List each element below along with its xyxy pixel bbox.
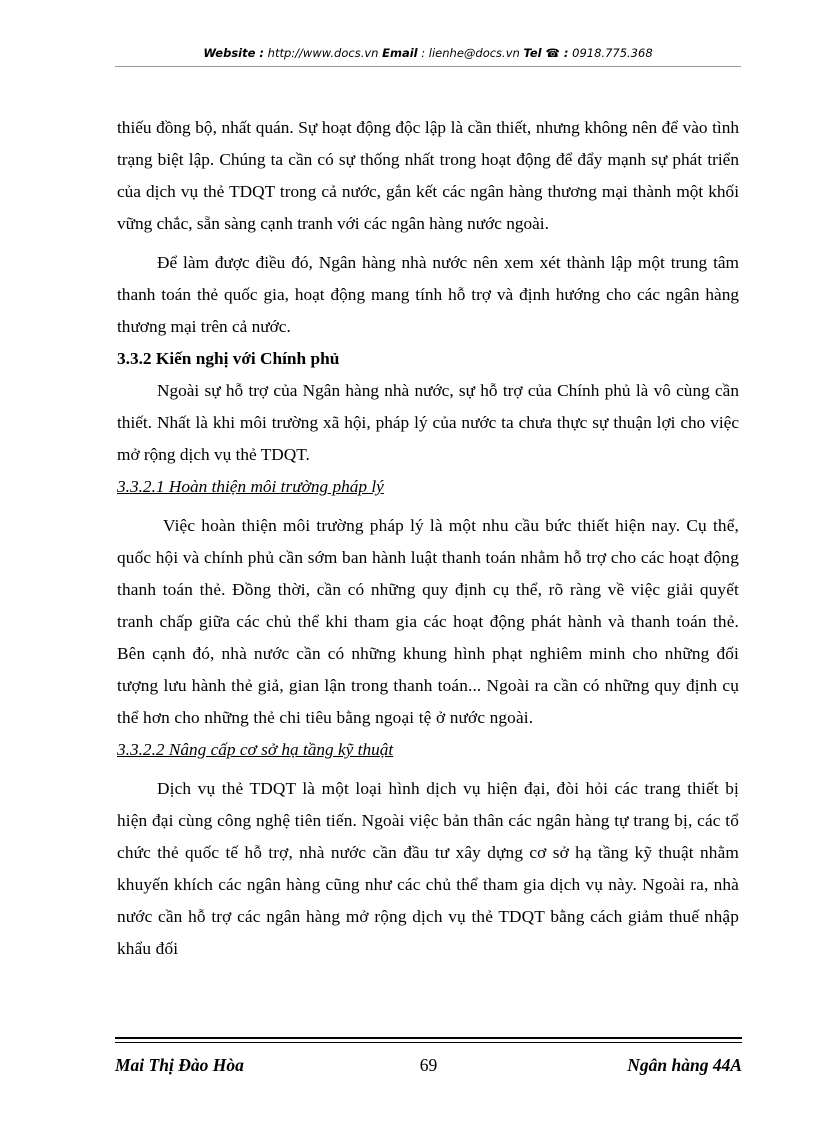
website-url[interactable]: http://www.docs.vn bbox=[264, 46, 383, 60]
website-label: Website : bbox=[203, 46, 265, 60]
paragraph-3: Ngoài sự hỗ trợ của Ngân hàng nhà nước, sự hỗ trợ của Chính phủ là vô cùng cần thiết. Nhất là khi môi trường xã hội, pháp lý của nước ta chưa thực sự thuận lợi cho việc mở rộng dịch vụ thẻ TDQT. bbox=[117, 381, 739, 464]
email-label: Email bbox=[382, 46, 418, 60]
footer-divider-thick bbox=[115, 1037, 742, 1039]
footer-organization: Ngân hàng 44A bbox=[627, 1055, 742, 1075]
paragraph-2: Để làm được điều đó, Ngân hàng nhà nước nên xem xét thành lập một trung tâm thanh toán thẻ quốc gia, hoạt động mang tính hỗ trợ và định hướng cho các ngân hàng thương mại trên cả nước. bbox=[117, 253, 739, 336]
subsection-heading-3322: 3.3.2.2 Nâng cấp cơ sở hạ tầng kỹ thuật bbox=[117, 740, 394, 759]
page-number: 69 bbox=[419, 1055, 438, 1075]
footer-author: Mai Thị Đào Hòa bbox=[115, 1055, 244, 1075]
page-footer bbox=[115, 1052, 742, 1078]
tel-label: Tel ☎ : bbox=[523, 46, 569, 60]
section-heading-332: 3.3.2 Kiến nghị với Chính phủ bbox=[117, 349, 340, 368]
tel-value: 0918.775.368 bbox=[568, 46, 653, 60]
page-body bbox=[117, 112, 739, 965]
page-header bbox=[115, 46, 741, 60]
email-value[interactable]: : lienhe@docs.vn bbox=[417, 46, 524, 60]
footer-divider-thin bbox=[115, 1042, 742, 1043]
paragraph-5: Dịch vụ thẻ TDQT là một loại hình dịch vụ hiện đại, đòi hỏi các trang thiết bị hiện đại cùng công nghệ tiên tiến. Ngoài việc bản thân các ngân hàng tự trang bị, các tổ chức thẻ quốc tế hỗ trợ, nhà nước cần đầu tư xây dựng cơ sở hạ tầng kỹ thuật nhằm khuyến khích các ngân hàng cũng như các chủ thể tham gia dịch vụ này. Ngoài ra, nhà nước cần hỗ trợ các ngân hàng mở rộng dịch vụ thẻ TDQT bằng cách giảm thuế nhập khẩu đối bbox=[117, 779, 739, 958]
paragraph-1: thiếu đồng bộ, nhất quán. Sự hoạt động độc lập là cần thiết, nhưng không nên để vào tình trạng biệt lập. Chúng ta cần có sự thống nhất trong hoạt động để đẩy mạnh sự phát triển của dịch vụ thẻ TDQT trong cả nước, gắn kết các ngân hàng thương mại thành một khối vững chắc, sẵn sàng cạnh tranh với các ngân hàng nước ngoài. bbox=[117, 118, 739, 233]
paragraph-4: Việc hoàn thiện môi trường pháp lý là một nhu cầu bức thiết hiện nay. Cụ thể, quốc hội và chính phủ cần sớm ban hành luật thanh toán nhằm hỗ trợ cho các hoạt động thanh toán thẻ. Đồng thời, cần có những quy định cụ thể, rõ ràng về việc giải quyết tranh chấp giữa các chủ thể khi tham gia các hoạt động phát hành và thanh toán thẻ. Bên cạnh đó, nhà nước cần có những khung hình phạt nghiêm minh cho những đối tượng lưu hành thẻ giả, gian lận trong thanh toán... Ngoài ra cần có những quy định cụ thể hơn cho những thẻ chi tiêu bằng ngoại tệ ở nước ngoài. bbox=[117, 516, 739, 727]
subsection-heading-3321: 3.3.2.1 Hoàn thiện môi trường pháp lý bbox=[117, 477, 384, 496]
header-divider bbox=[115, 66, 741, 67]
